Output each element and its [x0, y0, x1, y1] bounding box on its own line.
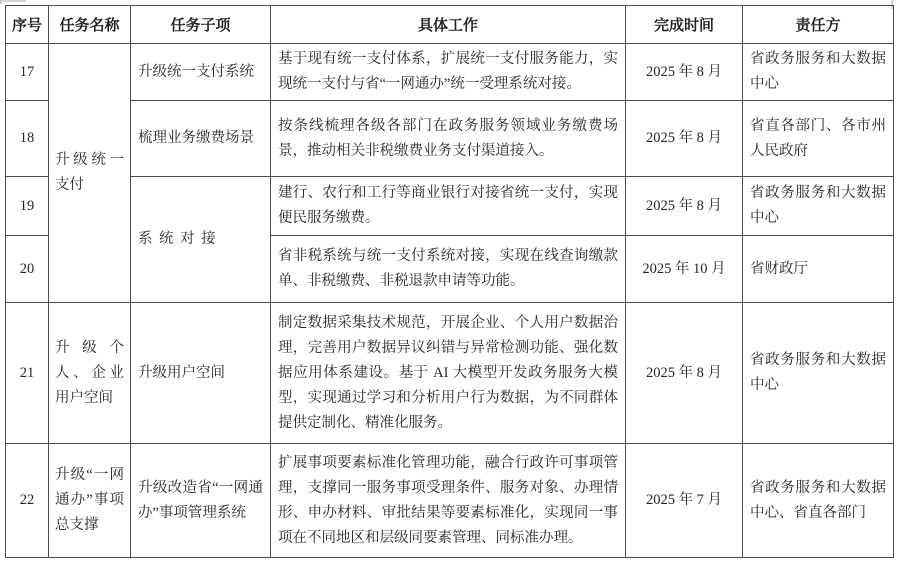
- deadline-19: 2025 年 8 月: [626, 177, 743, 236]
- task-plan-table: [5, 5, 894, 558]
- table-header-row: [6, 6, 894, 44]
- serial-number-22: 22: [6, 444, 49, 558]
- task-name-user-space: 升级个人、企业用户空间: [49, 303, 131, 444]
- subtask-system-integration: 系统对接: [131, 177, 271, 303]
- responsible-party-22: 省政务服务和大数据中心、省直各部门: [743, 444, 894, 558]
- subtask-18: 梳理业务缴费场景: [131, 101, 271, 177]
- subtask-17: 升级统一支付系统: [131, 44, 271, 101]
- work-description-17: 基于现有统一支付体系，扩展统一支付服务能力，实现统一支付与省“一网通办”统一受理系统对接。: [271, 44, 626, 101]
- task-name-one-network-support: 升级“一网通办”事项总支撑: [49, 444, 131, 558]
- serial-number-19: 19: [6, 177, 49, 236]
- serial-number-21: 21: [6, 303, 49, 444]
- column-header-task-subitem: 任务子项: [131, 6, 271, 44]
- work-description-18: 按条线梳理各级各部门在政务服务领域业务缴费场景，推动相关非税缴费业务支付渠道接入。: [271, 101, 626, 177]
- column-header-serial-number: 序号: [6, 6, 49, 44]
- deadline-21: 2025 年 8 月: [626, 303, 743, 444]
- table-row: [6, 444, 894, 558]
- task-name-unified-payment: 升级统一支付: [49, 44, 131, 303]
- serial-number-18: 18: [6, 101, 49, 177]
- work-description-20: 省非税系统与统一支付系统对接，实现在线查询缴款单、非税缴费、非税退款申请等功能。: [271, 236, 626, 303]
- deadline-18: 2025 年 8 月: [626, 101, 743, 177]
- work-description-19: 建行、农行和工行等商业银行对接省统一支付，实现便民服务缴费。: [271, 177, 626, 236]
- deadline-20: 2025 年 10 月: [626, 236, 743, 303]
- work-description-21: 制定数据采集技术规范，开展企业、个人用户数据治理，完善用户数据异议纠错与异常检测功能、强化数据应用体系建设。基于 AI 大模型开发政务服务大模型，实现通过学习和分析用户行为数据，为不同群体提供定制化、精准化服务。: [271, 303, 626, 444]
- page-edge-artifact-left: [0, 0, 26, 4]
- subtask-21: 升级用户空间: [131, 303, 271, 444]
- table-row: [6, 303, 894, 444]
- table-row: [6, 177, 894, 236]
- responsible-party-21: 省政务服务和大数据中心: [743, 303, 894, 444]
- column-header-specific-work: 具体工作: [271, 6, 626, 44]
- serial-number-17: 17: [6, 44, 49, 101]
- responsible-party-17: 省政务服务和大数据中心: [743, 44, 894, 101]
- serial-number-20: 20: [6, 236, 49, 303]
- responsible-party-19: 省政务服务和大数据中心: [743, 177, 894, 236]
- responsible-party-18: 省直各部门、各市州人民政府: [743, 101, 894, 177]
- deadline-17: 2025 年 8 月: [626, 44, 743, 101]
- column-header-completion-time: 完成时间: [626, 6, 743, 44]
- subtask-22: 升级改造省“一网通办”事项管理系统: [131, 444, 271, 558]
- table-row: [6, 101, 894, 177]
- deadline-22: 2025 年 7 月: [626, 444, 743, 558]
- responsible-party-20: 省财政厅: [743, 236, 894, 303]
- table-row: [6, 44, 894, 101]
- column-header-responsible-party: 责任方: [743, 6, 894, 44]
- work-description-22: 扩展事项要素标准化管理功能，融合行政许可事项管理，支撑同一服务事项受理条件、服务对象、办理情形、申办材料、审批结果等要素标准化，实现同一事项在不同地区和层级同要素管理、同标准办理。: [271, 444, 626, 558]
- column-header-task-name: 任务名称: [49, 6, 131, 44]
